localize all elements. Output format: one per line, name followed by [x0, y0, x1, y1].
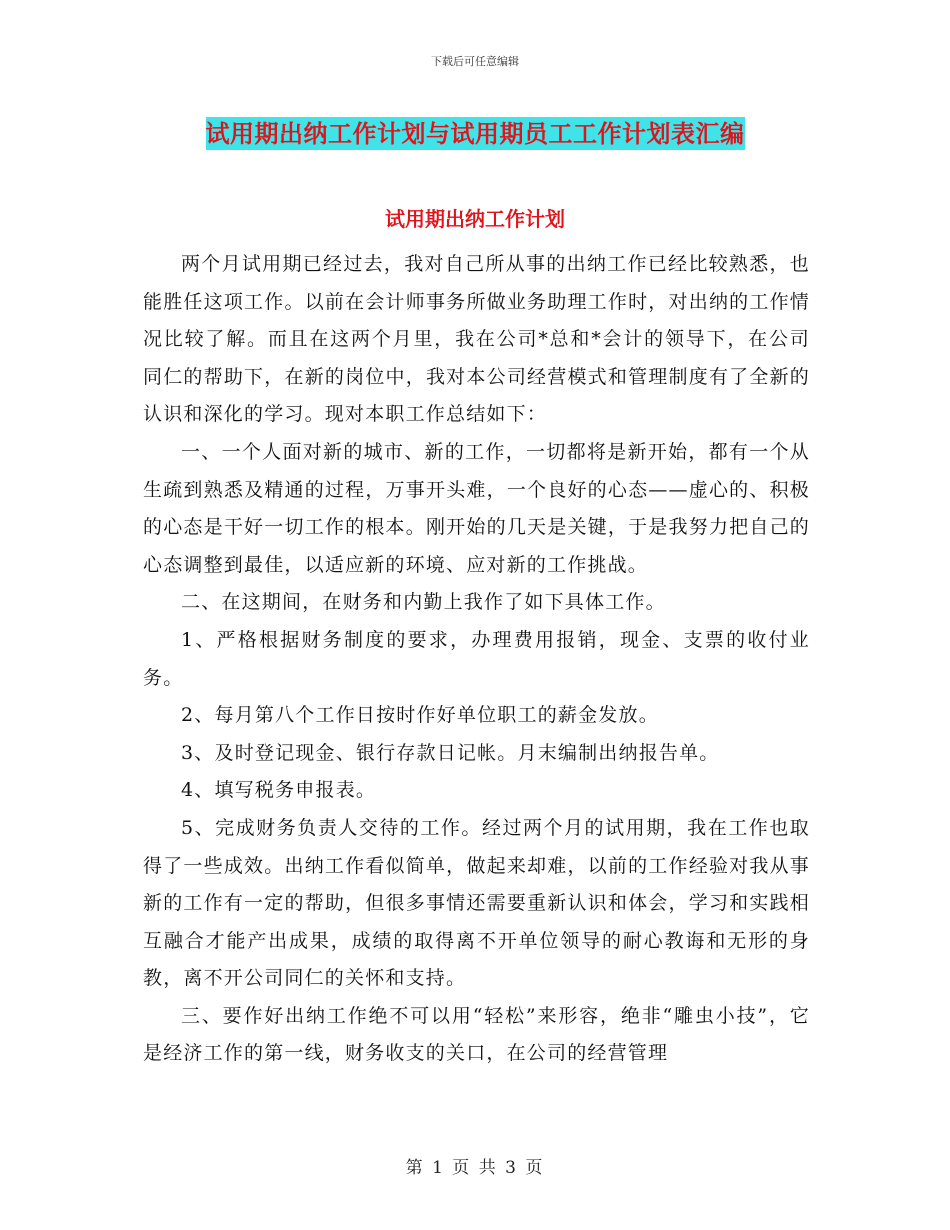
paragraph: 一、一个人面对新的城市、新的工作，一切都将是新开始，都有一个从生疏到熟悉及精通的过程，万事开头难，一个良好的心态——虚心的、积极的心态是干好一切工作的根本。刚开始的几天是关键，于是我努力把自己的心态调整到最佳，以适应新的环境、应对新的工作挑战。	[143, 440, 810, 576]
paragraph: 3、及时登记现金、银行存款日记帐。月末编制出纳报告单。	[181, 741, 720, 764]
paragraph: 1、严格根据财务制度的要求，办理费用报销，现金、支票的收付业务。	[143, 628, 810, 689]
paragraph: 4、填写税务申报表。	[181, 779, 377, 802]
paragraph: 二、在这期间，在财务和内勤上我作了如下具体工作。	[181, 591, 666, 614]
paragraph: 2、每月第八个工作日按时作好单位职工的薪金发放。	[181, 704, 659, 727]
page-number: 第 1 页 共 3 页	[405, 1158, 545, 1178]
document-body	[143, 246, 810, 1073]
document-title	[0, 114, 950, 149]
paragraph: 5、完成财务负责人交待的工作。经过两个月的试用期，我在工作也取得了一些成效。出纳工作看似简单，做起来却难，以前的工作经验对我从事新的工作有一定的帮助，但很多事情还需要重新认识和体会，学习和实践相互融合才能产出成果，成绩的取得离不开单位领导的耐心教诲和无形的身教，离不开公司同仁的关怀和支持。	[143, 816, 810, 990]
header-note: 下载后可任意编辑	[431, 55, 519, 68]
paragraph: 两个月试用期已经过去，我对自己所从事的出纳工作已经比较熟悉，也能胜任这项工作。以前在会计师事务所做业务助理工作时，对出纳的工作情况比较了解。而且在这两个月里，我在公司*总和*会计的领导下，在公司同仁的帮助下，在新的岗位中，我对本公司经营模式和管理制度有了全新的认识和深化的学习。现对本职工作总结如下：	[143, 253, 810, 426]
paragraph: 三、要作好出纳工作绝不可以用“轻松”来形容，绝非“雕虫小技”，它是经济工作的第一线，财务收支的关口，在公司的经营管理	[143, 1004, 810, 1065]
document-title-text: 试用期出纳工作计划与试用期员工工作计划表汇编	[205, 119, 745, 148]
section-title: 试用期出纳工作计划	[385, 207, 565, 231]
